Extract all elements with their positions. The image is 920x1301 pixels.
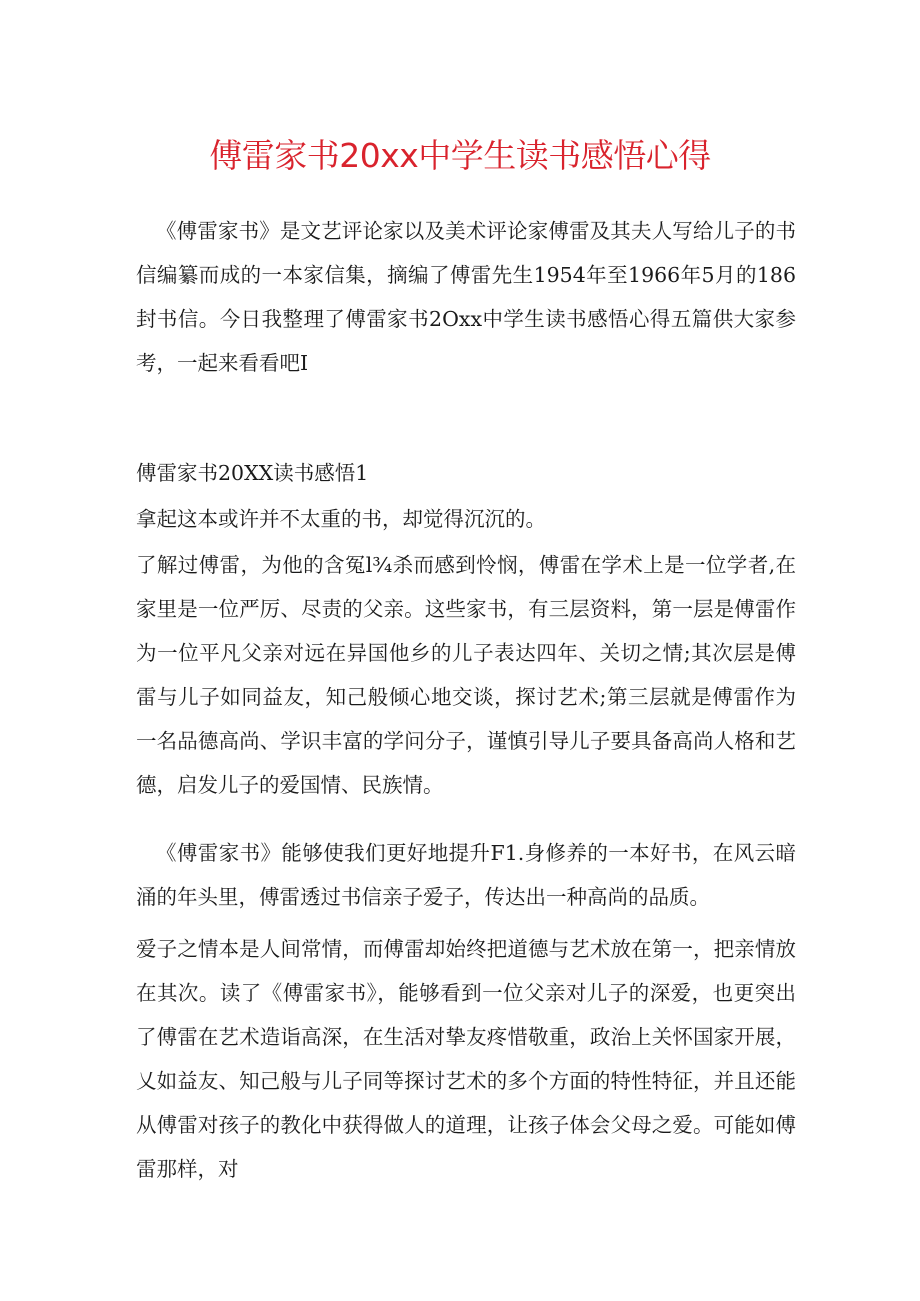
body-paragraph-4: 爱子之情本是人间常情，而傅雷却始终把道德与艺术放在第一，把亲情放在其次。读了《傅雷家书》，能够看到一位父亲对儿子的深爱，也更突出了傅雷在艺术造诣高深，在生活对挚友疼惜敬重，政治上关怀国家开展，乂如益友、知己般与儿子同等探讨艺术的多个方面的特性特征，并且还能从傅雷对孩子的教化中获得做人的道理，让孩子体会父母之爱。可能如傅雷那样，对 — [136, 937, 796, 1181]
body-paragraph-2: 了解过傅雷，为他的含冤l¾杀而感到怜悯，傅雷在学术上是一位学者,在家里是一位严厉、尽责的父亲。这些家书，有三层资料，第一层是傅雷作为一位平凡父亲对远在异国他乡的儿子表达四年、关切之情;其次层是傅雷与儿子如同益友，知己般倾心地交谈，探讨艺术;第三层就是傅雷作为一名品德高尚、学识丰富的学问分子，谨慎引导儿子要具备高尚人格和艺德，启发儿子的爱国情、民族情。 — [136, 553, 796, 797]
section-heading: 傅雷家书20XX读书感悟1 — [136, 461, 369, 485]
intro-paragraph: 《傅雷家书》是文艺评论家以及美术评论家傅雷及其夫人写给儿子的书信编纂而成的一本家信集，摘编了傅雷先生1954年至1966年5月的186封书信。今日我整理了傅雷家书2Oxx中学生读书感悟心得五篇供大家参考，一起来看看吧I — [136, 219, 796, 375]
body-paragraph-3: 《傅雷家书》能够使我们更好地提升F1.身修养的一本好书，在风云暗涌的年头里，傅雷透过书信亲子爱子，传达出一种高尚的品质。 — [136, 841, 796, 909]
document-title: 傅雷家书20xx中学生读书感悟心得 — [209, 136, 711, 175]
body-paragraph-1: 拿起这本或许并不太重的书，却觉得沉沉的。 — [136, 507, 546, 531]
